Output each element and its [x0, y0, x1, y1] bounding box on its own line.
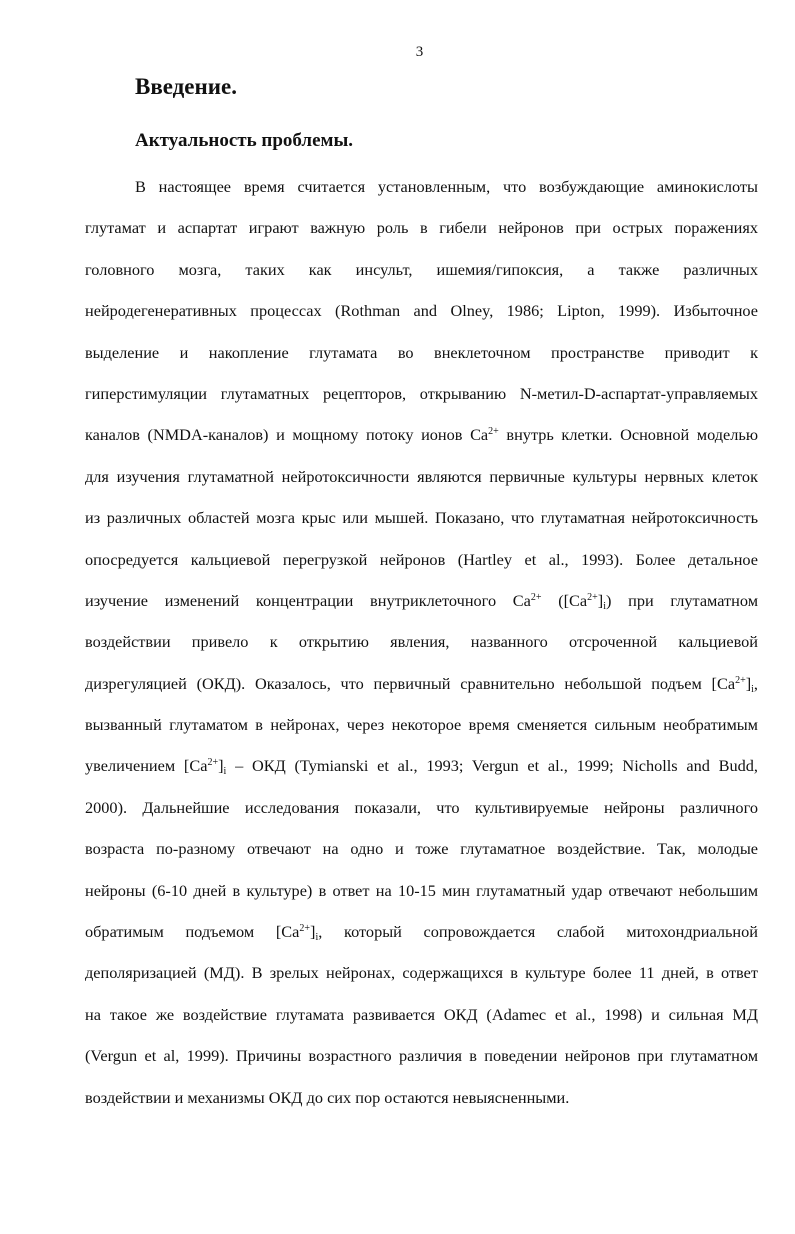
text-line	[85, 298, 758, 339]
text-run: опосредуется кальциевой перегрузкой нейронов (Hartley et al., 1993). Более детальное	[85, 549, 758, 569]
subscript: i	[315, 932, 319, 944]
superscript: 2+	[207, 757, 219, 769]
text-run: каналов (NMDA-каналов) и мощному потоку ионов Ca	[85, 425, 489, 445]
text-run: выделение и накопление глутамата во внеклеточном пространстве приводит к	[85, 342, 758, 362]
text-run: гиперстимуляции глутаматных рецепторов, открыванию N-метил-D-аспартат-управляемых	[85, 383, 758, 403]
text-run: (Vergun et al, 1999). Причины возрастного различия в поведении нейронов при глутаматном	[85, 1046, 758, 1066]
subscript: i	[223, 766, 227, 778]
text-run: 2000). Дальнейшие исследования показали, что культивируемые нейроны различного	[85, 797, 758, 817]
text-run: ) при глутаматном	[606, 590, 759, 610]
text-line	[85, 464, 758, 505]
text-run: внутрь клетки. Основной моделью	[498, 425, 758, 445]
superscript: 2+	[299, 923, 311, 935]
text-run: ]	[745, 673, 752, 693]
text-run: на такое же воздействие глутамата развивается ОКД (Adamec et al., 1998) и сильная МД	[85, 1004, 758, 1024]
text-line	[85, 422, 758, 463]
subsection-heading: Актуальность проблемы.	[135, 130, 354, 151]
text-line	[85, 1085, 758, 1126]
text-run: головного мозга, таких как инсульт, ишемия/гипоксия, а также различных	[85, 259, 758, 279]
superscript: 2+	[530, 591, 542, 603]
text-line	[85, 878, 758, 919]
superscript: 2+	[735, 674, 746, 686]
text-line	[85, 919, 758, 960]
text-line	[85, 836, 758, 877]
text-run: нейроны (6-10 дней в культуре) в ответ на 10-15 мин глутаматный удар отвечают небольшим	[85, 880, 758, 900]
text-run: глутамат и аспартат играют важную роль в гибели нейронов при острых поражениях	[85, 218, 758, 238]
text-line	[85, 753, 758, 794]
text-run: ]	[597, 590, 604, 610]
text-line	[85, 1043, 758, 1084]
text-run: ,	[753, 673, 758, 693]
text-run: изучение изменений концентрации внутриклеточного Ca	[85, 590, 531, 610]
text-run: вызванный глутаматом в нейронах, через некоторое время сменяется сильным необратимым	[85, 715, 758, 735]
text-line	[85, 505, 758, 546]
text-run: возраста по-разному отвечают на одно и тоже глутаматное воздействие. Так, молодые	[85, 839, 758, 859]
body-paragraph	[85, 174, 758, 1126]
text-run: дизрегуляцией (ОКД). Оказалось, что первичный сравнительно небольшой подъем [Ca	[85, 673, 736, 693]
text-line	[85, 547, 758, 588]
superscript: 2+	[488, 426, 499, 438]
text-run: для изучения глутаматной нейротоксичности являются первичные культуры нервных клеток	[85, 466, 758, 486]
text-line	[85, 381, 758, 422]
superscript: 2+	[587, 591, 598, 603]
text-run: – ОКД (Tymianski et al., 1993; Vergun et al., 1999; Nicholls and Budd,	[226, 756, 758, 776]
text-line	[85, 712, 758, 753]
text-run: ]	[310, 922, 316, 942]
page-number: 3	[415, 44, 424, 60]
text-run: из различных областей мозга крыс или мышей. Показано, что глутаматная нейротоксичность	[85, 508, 758, 528]
text-line	[85, 1002, 758, 1043]
text-run: воздействии и механизмы ОКД до сих пор остаются невыясненными.	[85, 1087, 570, 1107]
text-line	[85, 795, 758, 836]
text-run: , который сопровождается слабой митохондриальной	[318, 922, 758, 942]
text-run: обратимым подъемом [Ca	[85, 922, 300, 942]
text-line	[85, 629, 758, 670]
text-run: ([Ca	[541, 590, 588, 610]
text-line	[85, 257, 758, 298]
text-run: воздействии привело к открытию явления, названного отсроченной кальциевой	[85, 632, 758, 652]
text-line	[85, 215, 758, 256]
text-line	[85, 960, 758, 1001]
text-run: деполяризацией (МД). В зрелых нейронах, содержащихся в культуре более 11 дней, в ответ	[85, 963, 758, 983]
subscript: i	[751, 683, 754, 695]
text-line	[85, 671, 758, 712]
text-line	[85, 340, 758, 381]
text-run: увеличением [Ca	[85, 756, 208, 776]
text-line	[85, 588, 758, 629]
text-line	[85, 174, 758, 215]
subscript: i	[603, 600, 606, 612]
text-run: ]	[218, 756, 224, 776]
section-heading: Введение.	[135, 74, 237, 99]
text-run: В настоящее время считается установленным, что возбуждающие аминокислоты	[135, 177, 758, 196]
text-run: нейродегенеративных процессах (Rothman and Olney, 1986; Lipton, 1999). Избыточное	[85, 301, 758, 321]
